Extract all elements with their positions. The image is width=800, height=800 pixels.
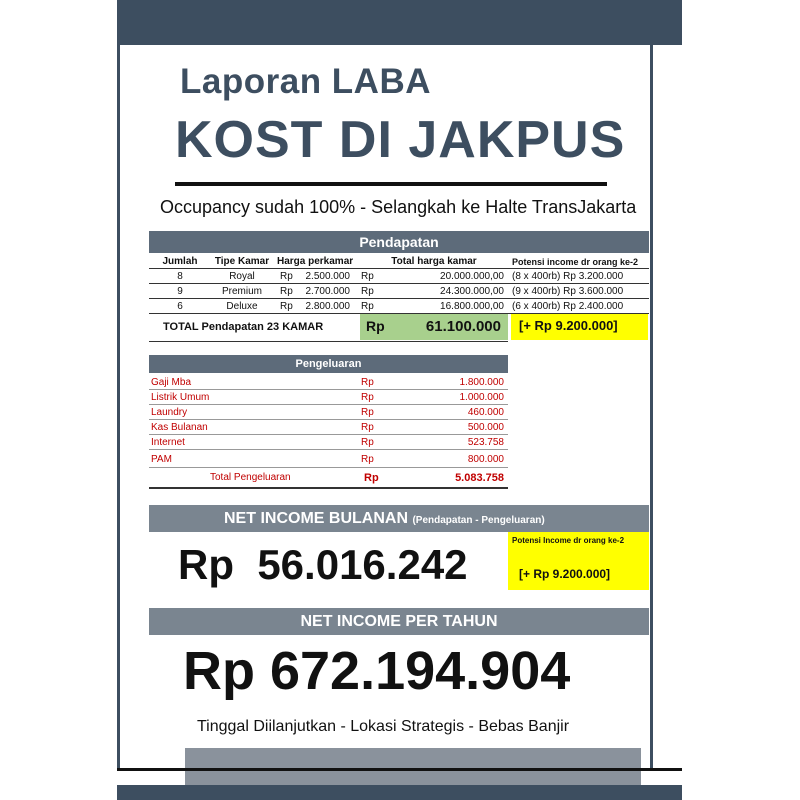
expense-value: 1.800.000 <box>459 377 504 388</box>
table-cell-rp-total: Rp <box>361 301 374 312</box>
table-row-rule <box>149 298 649 299</box>
table-cell-tipe: Deluxe <box>226 301 258 312</box>
net-monthly-subtitle: (Pendapatan - Pengeluaran) <box>412 515 545 526</box>
table-cell-total: 16.800.000,00 <box>440 301 504 312</box>
expense-total-currency: Rp <box>364 472 379 484</box>
table-cell-jumlah: 8 <box>177 271 183 282</box>
revenue-total-currency: Rp <box>366 318 385 334</box>
net-monthly-value: Rp 56.016.242 <box>178 541 468 588</box>
expense-label: Internet <box>151 437 185 448</box>
expense-value: 523.758 <box>467 437 504 448</box>
expense-row-rule <box>149 449 508 450</box>
net-monthly-title: NET INCOME BULANAN <box>224 510 408 527</box>
table-row-rule <box>149 283 649 284</box>
net-monthly-potensi-box <box>508 532 649 590</box>
table-cell-jumlah: 9 <box>177 286 183 297</box>
expense-label: Listrik Umum <box>151 392 210 403</box>
table-cell-total: 20.000.000,00 <box>440 271 504 282</box>
expense-total-value: 5.083.758 <box>455 472 504 484</box>
potensi-box-title: Potensi Income dr orang ke-2 <box>512 536 625 545</box>
column-header-total-harga: Total harga kamar <box>391 256 477 267</box>
expense-currency: Rp <box>361 454 374 465</box>
net-monthly-bar <box>149 505 649 532</box>
revenue-total-rule <box>149 341 508 342</box>
table-cell-rp-total: Rp <box>361 286 374 297</box>
revenue-section-header: Pendapatan <box>149 231 649 253</box>
frame-right-border <box>650 45 653 771</box>
table-header-rule <box>149 268 649 269</box>
table-cell-potensi: (9 x 400rb) Rp 3.600.000 <box>512 286 624 297</box>
title-divider <box>175 182 607 186</box>
revenue-potensi-total: [+ Rp 9.200.000] <box>519 318 618 333</box>
expense-currency: Rp <box>361 437 374 448</box>
table-cell-potensi: (8 x 400rb) Rp 3.200.000 <box>512 271 624 282</box>
expense-total-label: Total Pengeluaran <box>210 472 291 483</box>
revenue-total-label: TOTAL Pendapatan 23 KAMAR <box>163 321 324 333</box>
table-cell-tipe: Premium <box>221 286 262 297</box>
net-monthly-heading <box>224 510 545 528</box>
table-cell-rp: Rp <box>280 301 293 312</box>
table-cell-harga: 2.500.000 <box>305 271 350 282</box>
expense-label: PAM <box>151 454 172 465</box>
column-header-harga-perkamar: Harga perkamar <box>277 256 354 267</box>
expense-row-rule <box>149 404 508 405</box>
table-cell-harga: 2.800.000 <box>305 301 350 312</box>
footer-tagline: Tinggal Diilanjutkan - Lokasi Strategis - Bebas Banjir <box>197 718 570 735</box>
expense-row-rule <box>149 389 508 390</box>
revenue-total-value: 61.100.000 <box>425 318 501 335</box>
frame-left-border <box>117 45 120 771</box>
expense-currency: Rp <box>361 377 374 388</box>
expense-value: 460.000 <box>467 407 504 418</box>
column-header-tipe-kamar: Tipe Kamar <box>214 256 270 267</box>
table-cell-potensi: (6 x 400rb) Rp 2.400.000 <box>512 301 624 312</box>
expense-label: Gaji Mba <box>151 377 192 388</box>
net-yearly-bar: NET INCOME PER TAHUN <box>149 608 649 635</box>
expense-value: 800.000 <box>467 454 504 465</box>
expense-row-rule <box>149 419 508 420</box>
expense-currency: Rp <box>361 392 374 403</box>
expense-row-rule <box>149 434 508 435</box>
report-headline: KOST DI JAKPUS <box>175 111 626 169</box>
potensi-box-value: [+ Rp 9.200.000] <box>519 567 611 581</box>
table-cell-rp-total: Rp <box>361 271 374 282</box>
top-banner <box>117 0 682 45</box>
column-header-jumlah: Jumlah <box>162 256 198 267</box>
expense-value: 1.000.000 <box>459 392 504 403</box>
expense-currency: Rp <box>361 422 374 433</box>
table-cell-rp: Rp <box>280 286 293 297</box>
expense-label: Kas Bulanan <box>151 422 208 433</box>
expense-total-rule <box>149 487 508 489</box>
table-cell-tipe: Royal <box>229 271 255 282</box>
table-cell-harga: 2.700.000 <box>305 286 350 297</box>
column-header-potensi: Potensi income dr orang ke-2 <box>512 257 639 267</box>
bottom-banner <box>117 785 682 800</box>
expense-value: 500.000 <box>467 422 504 433</box>
table-cell-rp: Rp <box>280 271 293 282</box>
expense-row-rule <box>149 467 508 468</box>
expense-label: Laundry <box>151 407 188 418</box>
report-title: Laporan LABA <box>180 62 431 101</box>
expense-currency: Rp <box>361 407 374 418</box>
net-yearly-value: Rp 672.194.904 <box>183 641 571 701</box>
bottom-gray-block <box>185 748 641 785</box>
bottom-rule <box>117 768 682 771</box>
expense-section-header: Pengeluaran <box>149 355 508 373</box>
table-cell-jumlah: 6 <box>177 301 183 312</box>
table-cell-total: 24.300.000,00 <box>440 286 504 297</box>
report-subtitle: Occupancy sudah 100% - Selangkah ke Halte TransJakarta <box>160 197 637 217</box>
